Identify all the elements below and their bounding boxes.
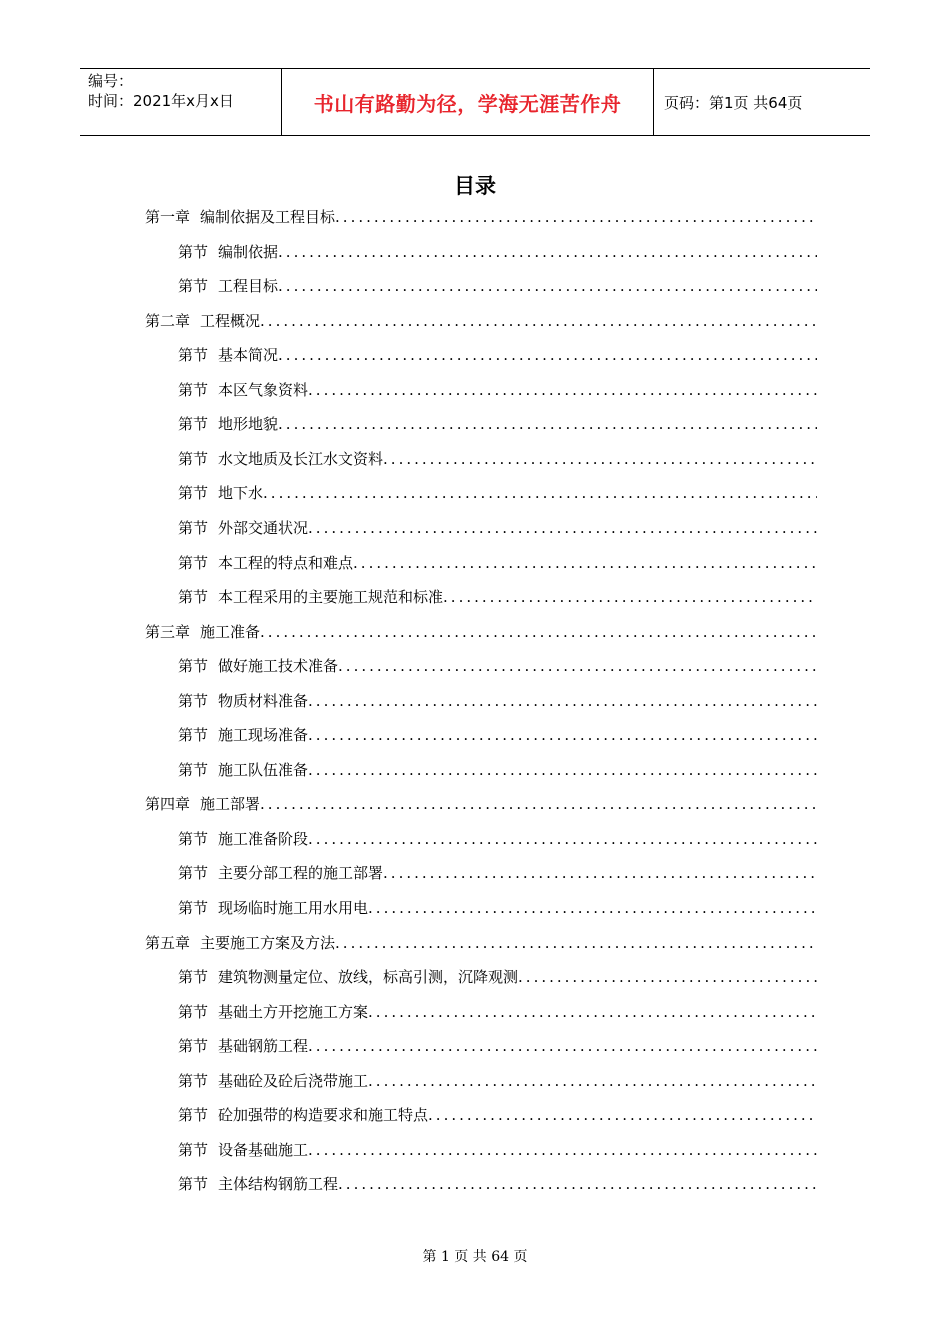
toc-dot-leader: [263, 482, 817, 504]
toc-entry-title: 主要分部工程的施工部署: [218, 864, 384, 882]
toc-entry-number: 第节: [178, 277, 209, 295]
toc-section-entry[interactable]: [178, 275, 817, 297]
toc-entry-number: 第节: [178, 346, 209, 364]
toc-entry-number: 第节: [178, 726, 209, 744]
toc-entry-title: 施工准备: [200, 623, 261, 641]
toc-dot-leader: [278, 413, 817, 435]
toc-entry-title: 主体结构钢筋工程: [218, 1175, 339, 1193]
toc-entry-number: 第节: [178, 415, 209, 433]
toc-dot-leader: [428, 1104, 817, 1126]
toc-entry-title: 施工准备阶段: [218, 830, 309, 848]
toc-entry-title: 本工程采用的主要施工规范和标准: [218, 588, 444, 606]
toc-section-entry[interactable]: [178, 1035, 817, 1057]
toc-dot-leader: [308, 379, 817, 401]
toc-entry-title: 施工部署: [200, 795, 261, 813]
toc-dot-leader: [278, 344, 817, 366]
toc-entry-number: 第节: [178, 899, 209, 917]
toc-entry-number: 第四章: [145, 795, 191, 813]
toc-entry-title: 物质材料准备: [218, 692, 309, 710]
toc-section-entry[interactable]: [178, 379, 817, 401]
toc-entry-number: 第节: [178, 519, 209, 537]
toc-entry-number: 第一章: [145, 208, 191, 226]
toc-entry-number: 第节: [178, 692, 209, 710]
toc-entry-number: 第五章: [145, 934, 191, 952]
header-page-info: 页码：第1页 共64页: [664, 93, 803, 112]
toc-entry-number: 第三章: [145, 623, 191, 641]
toc-title: 目录: [454, 174, 496, 198]
toc-entry-number: 第节: [178, 1003, 209, 1021]
toc-entry-title: 施工现场准备: [218, 726, 309, 744]
toc-dot-leader: [353, 552, 817, 574]
toc-section-entry[interactable]: [178, 413, 817, 435]
toc-section-entry[interactable]: [178, 241, 817, 263]
toc-section-entry[interactable]: [178, 1139, 817, 1161]
toc-chapter-entry[interactable]: [145, 793, 817, 815]
toc-section-entry[interactable]: [178, 655, 817, 677]
toc-entry-number: 第节: [178, 450, 209, 468]
toc-dot-leader: [368, 1070, 817, 1092]
toc-chapter-entry[interactable]: [145, 932, 817, 954]
toc-entry-title: 建筑物测量定位、放线，标高引测，沉降观测: [218, 968, 519, 986]
toc-entry-number: 第节: [178, 484, 209, 502]
toc-entry-title: 地形地貌: [218, 415, 279, 433]
toc-dot-leader: [308, 1035, 817, 1057]
toc-entry-number: 第节: [178, 1175, 209, 1193]
toc-chapter-entry[interactable]: [145, 621, 817, 643]
toc-section-entry[interactable]: [178, 586, 817, 608]
toc-entry-title: 设备基础施工: [218, 1141, 309, 1159]
toc-entry-number: 第节: [178, 554, 209, 572]
toc-entry-title: 地下水: [218, 484, 264, 502]
toc-dot-leader: [383, 862, 817, 884]
document-number-label: 编号：: [88, 72, 134, 90]
toc-dot-leader: [518, 966, 817, 988]
toc-section-entry[interactable]: [178, 1001, 817, 1023]
toc-section-entry[interactable]: [178, 1173, 817, 1195]
toc-entry-number: 第节: [178, 968, 209, 986]
toc-dot-leader: [308, 1139, 817, 1161]
toc-dot-leader: [260, 310, 817, 332]
toc-dot-leader: [383, 448, 817, 470]
toc-entry-number: 第节: [178, 657, 209, 675]
toc-dot-leader: [260, 621, 817, 643]
toc-dot-leader: [335, 932, 817, 954]
toc-section-entry[interactable]: [178, 862, 817, 884]
document-time-label: 时间：2021年x月x日: [88, 92, 234, 110]
toc-entry-number: 第节: [178, 243, 209, 261]
toc-section-entry[interactable]: [178, 1070, 817, 1092]
toc-entry-number: 第节: [178, 1072, 209, 1090]
toc-entry-title: 做好施工技术准备: [218, 657, 339, 675]
toc-entry-number: 第节: [178, 1037, 209, 1055]
toc-section-entry[interactable]: [178, 966, 817, 988]
toc-dot-leader: [308, 828, 817, 850]
toc-entry-title: 编制依据及工程目标: [200, 208, 336, 226]
toc-entry-title: 基础土方开挖施工方案: [218, 1003, 369, 1021]
toc-section-entry[interactable]: [178, 482, 817, 504]
toc-entry-title: 砼加强带的构造要求和施工特点: [218, 1106, 429, 1124]
toc-section-entry[interactable]: [178, 344, 817, 366]
toc-dot-leader: [308, 690, 817, 712]
toc-dot-leader: [308, 517, 817, 539]
header-meta: [80, 69, 282, 135]
toc-section-entry[interactable]: [178, 690, 817, 712]
toc-entry-title: 本工程的特点和难点: [218, 554, 354, 572]
header-motto: 书山有路勤为径，学海无涯苦作舟: [282, 69, 654, 135]
toc-dot-leader: [368, 1001, 817, 1023]
toc-dot-leader: [338, 655, 817, 677]
toc-section-entry[interactable]: [178, 448, 817, 470]
toc-entry-title: 施工队伍准备: [218, 761, 309, 779]
toc-entry-number: 第节: [178, 761, 209, 779]
toc-entry-title: 外部交通状况: [218, 519, 309, 537]
toc-section-entry[interactable]: [178, 517, 817, 539]
toc-dot-leader: [278, 275, 817, 297]
toc-chapter-entry[interactable]: [145, 206, 817, 228]
toc-section-entry[interactable]: [178, 759, 817, 781]
toc-dot-leader: [278, 241, 817, 263]
toc-dot-leader: [308, 724, 817, 746]
toc-section-entry[interactable]: [178, 1104, 817, 1126]
toc-dot-leader: [308, 759, 817, 781]
toc-entry-number: 第节: [178, 381, 209, 399]
toc-entry-title: 基本简况: [218, 346, 279, 364]
toc-entry-title: 水文地质及长江水文资料: [218, 450, 384, 468]
toc-entry-title: 基础钢筋工程: [218, 1037, 309, 1055]
toc-entry-number: 第二章: [145, 312, 191, 330]
toc-entry-title: 本区气象资料: [218, 381, 309, 399]
toc-entry-title: 现场临时施工用水用电: [218, 899, 369, 917]
toc-entry-number: 第节: [178, 864, 209, 882]
toc-section-entry[interactable]: [178, 828, 817, 850]
toc-dot-leader: [443, 586, 817, 608]
toc-entry-title: 工程目标: [218, 277, 279, 295]
page-footer: 第 1 页 共 64 页: [422, 1249, 528, 1265]
toc-entry-title: 编制依据: [218, 243, 279, 261]
toc-chapter-entry[interactable]: [145, 310, 817, 332]
toc-entry-number: 第节: [178, 830, 209, 848]
toc-section-entry[interactable]: [178, 897, 817, 919]
toc-entry-number: 第节: [178, 1141, 209, 1159]
page-header: [80, 68, 870, 136]
toc-entry-number: 第节: [178, 588, 209, 606]
toc-section-entry[interactable]: [178, 724, 817, 746]
toc-dot-leader: [368, 897, 817, 919]
toc-entry-title: 工程概况: [200, 312, 261, 330]
toc-section-entry[interactable]: [178, 552, 817, 574]
toc-dot-leader: [335, 206, 817, 228]
toc-entry-number: 第节: [178, 1106, 209, 1124]
toc-entry-title: 基础砼及砼后浇带施工: [218, 1072, 369, 1090]
toc-dot-leader: [338, 1173, 817, 1195]
toc-entry-title: 主要施工方案及方法: [200, 934, 336, 952]
toc-dot-leader: [260, 793, 817, 815]
